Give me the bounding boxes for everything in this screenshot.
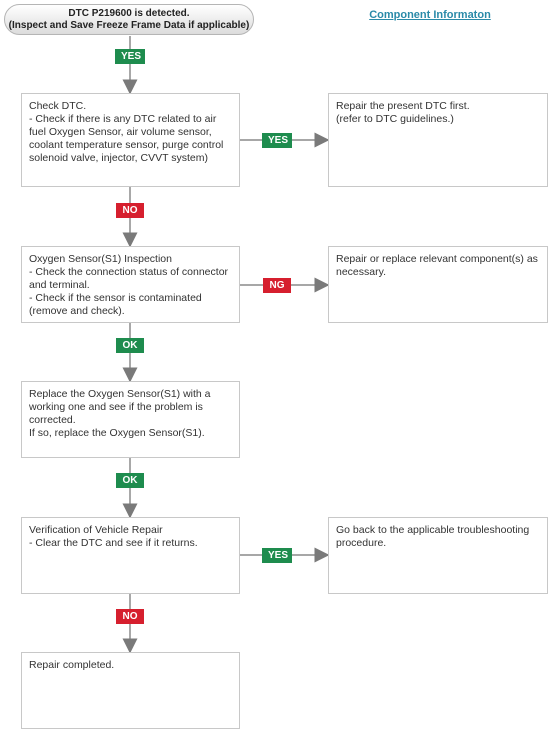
step-repair-completed: Repair completed. bbox=[21, 652, 240, 729]
start-terminal bbox=[4, 4, 254, 35]
badge-verify-yes: YES bbox=[262, 548, 292, 563]
badge-inspection-ng: NG bbox=[263, 278, 291, 293]
component-information-link[interactable]: Component Informaton bbox=[369, 9, 491, 21]
badge-start-yes: YES bbox=[115, 49, 145, 64]
step-replace-oxygen-sensor: Replace the Oxygen Sensor(S1) with a working one and see if the problem is corrected. If so, replace the Oxygen Sensor(S1). bbox=[21, 381, 240, 458]
side-repair-present-dtc: Repair the present DTC first. (refer to DTC guidelines.) bbox=[328, 93, 548, 187]
step-oxygen-sensor-inspection: Oxygen Sensor(S1) Inspection - Check the connection status of connector and terminal. - Check if the sensor is contaminated (remove and check). bbox=[21, 246, 240, 323]
side-repair-replace-component: Repair or replace relevant component(s) as necessary. bbox=[328, 246, 548, 323]
badge-check-dtc-yes: YES bbox=[262, 133, 292, 148]
badge-inspection-ok: OK bbox=[116, 338, 144, 353]
badge-verify-no: NO bbox=[116, 609, 144, 624]
step-check-dtc: Check DTC. - Check if there is any DTC related to air fuel Oxygen Sensor, air volume sensor, coolant temperature sensor, purge control solenoid valve, injector, CVVT system) bbox=[21, 93, 240, 187]
badge-replace-ok: OK bbox=[116, 473, 144, 488]
badge-check-dtc-no: NO bbox=[116, 203, 144, 218]
start-line-2: (Inspect and Save Freeze Frame Data if applicable) bbox=[8, 19, 250, 31]
start-line-1: DTC P219600 is detected. bbox=[68, 7, 190, 19]
step-verification: Verification of Vehicle Repair - Clear the DTC and see if it returns. bbox=[21, 517, 240, 594]
side-go-back: Go back to the applicable troubleshooting procedure. bbox=[328, 517, 548, 594]
